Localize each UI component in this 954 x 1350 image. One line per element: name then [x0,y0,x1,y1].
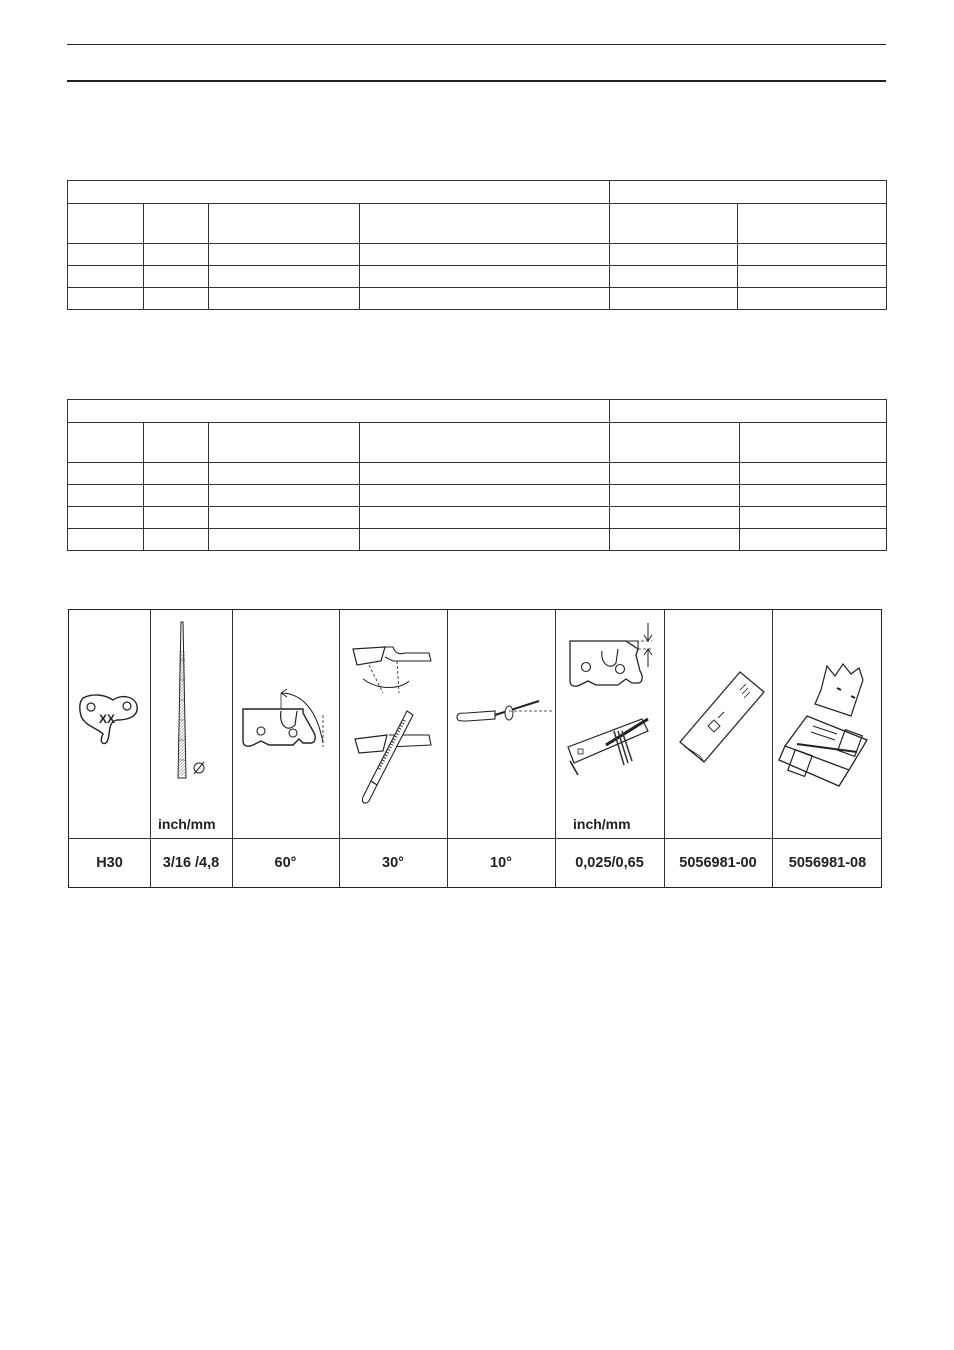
empty-table-2 [67,399,887,551]
depth-unit-label: inch/mm [573,816,631,832]
cutter-angle-60-icon [241,685,337,755]
file-angle-30-icon [349,635,445,805]
file-tilt-10-icon [455,695,555,745]
file-holder-icon [777,660,877,790]
value-tilt-angle: 10° [490,855,512,871]
header-rule-top [67,44,886,45]
value-chain-type: H30 [96,855,123,871]
empty-table-1 [67,180,887,310]
value-gauge-part-number: 5056981-00 [679,855,757,871]
depth-gauge-setting-icon [566,615,662,780]
value-depth-gauge: 0,025/0,65 [575,855,644,871]
file-unit-label: inch/mm [158,816,216,832]
depth-gauge-tool-icon [674,670,770,780]
value-holder-part-number: 5056981-08 [788,855,867,871]
chain-marking-icon [77,690,143,752]
header-rule-bottom [67,80,886,82]
svg-text:XX: XX [99,712,116,726]
sharpening-spec-table [68,609,882,888]
round-file-icon [169,620,219,780]
value-filing-angle: 30° [382,855,404,871]
value-file-diameter: 3/16 /4,8 [162,855,220,871]
value-top-plate-angle: 60° [274,855,297,871]
